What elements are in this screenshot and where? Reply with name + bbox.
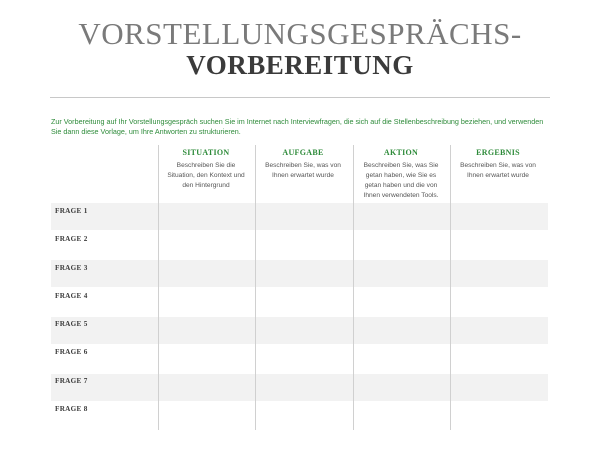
- description-line: Ihnen verwendeten Tools.: [363, 192, 439, 199]
- question-label-8: FRAGE 8: [55, 405, 88, 413]
- column-header-aufgabe: AUFGABE: [282, 148, 324, 157]
- row-band-7: [51, 374, 548, 401]
- question-label-7: FRAGE 7: [55, 377, 88, 385]
- description-line: Beschreiben Sie, was von: [460, 162, 536, 169]
- question-label-2: FRAGE 2: [55, 235, 88, 243]
- title-divider: [50, 97, 550, 98]
- description-line: Beschreiben Sie, was Sie: [363, 162, 439, 169]
- column-header-aktion: AKTION: [383, 148, 419, 157]
- column-description-ergebnis: [456, 161, 540, 181]
- description-line: getan haben und die von: [364, 182, 438, 189]
- column-divider: [255, 145, 256, 430]
- intro-line-2: Sie dann diese Vorlage, um Ihre Antworten zu strukturieren.: [51, 127, 241, 136]
- intro-line-1: Zur Vorbereitung auf Ihr Vorstellungsgespräch suchen Sie im Internet nach Interviewfragen, die sich auf die Stellenbeschreibung beziehen, und verwenden: [51, 117, 544, 126]
- description-line: Beschreiben Sie die: [176, 162, 236, 169]
- row-band-5: [51, 317, 548, 344]
- description-line: den Hintergrund: [182, 182, 230, 189]
- intro-text: [51, 117, 551, 137]
- row-band-3: [51, 260, 548, 287]
- column-header-ergebnis: ERGEBNIS: [476, 148, 520, 157]
- description-line: getan haben, wie Sie es: [365, 172, 437, 179]
- description-line: Ihnen erwartet wurde: [272, 172, 334, 179]
- row-band-1: [51, 203, 548, 230]
- column-divider: [450, 145, 451, 430]
- page-title-line1: VORSTELLUNGSGESPRÄCHS-: [78, 16, 522, 51]
- question-label-6: FRAGE 6: [55, 348, 88, 356]
- question-label-4: FRAGE 4: [55, 292, 88, 300]
- question-label-3: FRAGE 3: [55, 264, 88, 272]
- column-divider: [353, 145, 354, 430]
- description-line: Situation, den Kontext und: [167, 172, 245, 179]
- question-label-5: FRAGE 5: [55, 320, 88, 328]
- column-divider: [158, 145, 159, 430]
- column-description-aktion: [359, 161, 443, 201]
- page-title-line2: VORBEREITUNG: [186, 50, 414, 80]
- description-line: Beschreiben Sie, was von: [265, 162, 341, 169]
- question-label-1: FRAGE 1: [55, 207, 88, 215]
- description-line: Ihnen erwartet wurde: [467, 172, 529, 179]
- column-header-situation: SITUATION: [182, 148, 230, 157]
- column-description-aufgabe: [261, 161, 345, 181]
- column-description-situation: [164, 161, 248, 191]
